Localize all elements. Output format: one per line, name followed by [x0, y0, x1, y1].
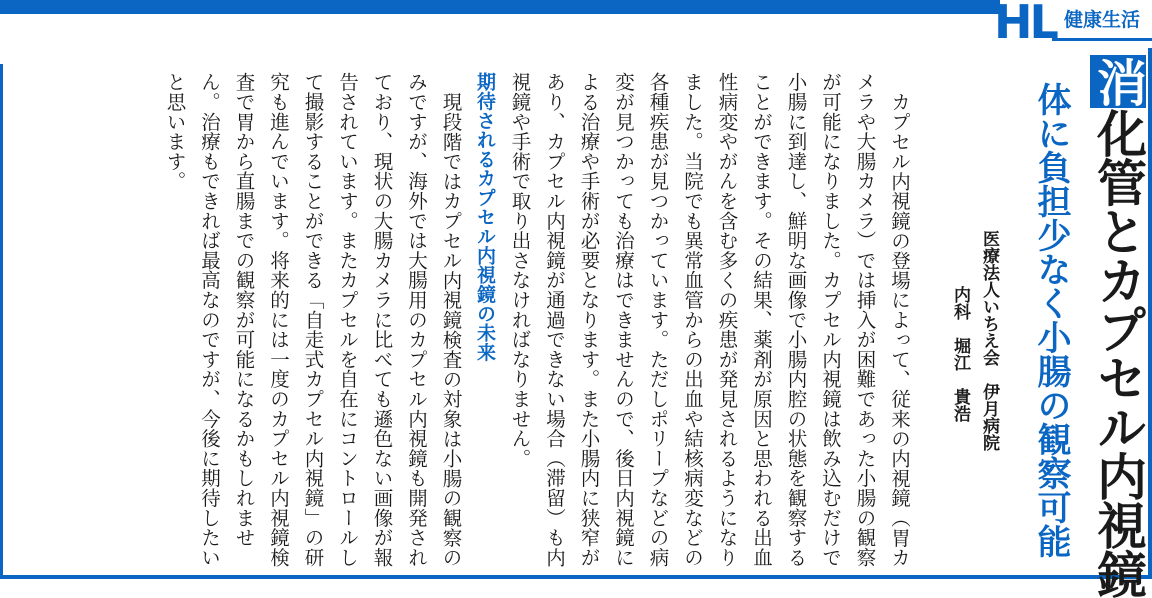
section-label: 健康生活 [1052, 2, 1152, 41]
bottom-border [0, 575, 1152, 579]
left-border [0, 64, 3, 579]
author-organization: 医療法人いちえ会 伊月病院 [979, 230, 999, 451]
hl-logo: HL [994, 0, 1056, 49]
section-heading: 期待されるカプセル内視鏡の未来 [474, 72, 496, 362]
top-accent-bar [0, 0, 1000, 14]
article-body [36, 72, 916, 572]
body-paragraph-2: 現段階ではカプセル内視鏡検査の対象は小腸の観察のみですが、海外では大腸用のカプセル内視鏡も開発されており、現状の大腸カメラに比べても遜色ない画像が報告されています。またカプセルを自在にコントロールして撮影することができる「自走式カプセル内視鏡」の研究も進んでいます。将来的には一度のカプセル内視鏡検査で胃から直腸までの観察が可能になるかもしれません。治療もできれば最高なのですが、今後に期待したいと思います。 [163, 72, 463, 567]
right-border [1148, 48, 1152, 579]
body-paragraph-1: カプセル内視鏡の登場によって、従来の内視鏡（胃カメラや大腸カメラ）では挿入が困難であった小腸の観察が可能になりました。カプセル内視鏡は飲み込むだけで小腸に到達し、鮮明な画像で小腸内腔の状態を観察することができます。その結果、薬剤が原因と思われる出血性病変やがんを含む多くの疾患が発見されるようになりました。当院でも異常血管からの出血や結核病変などの各種疾患が見つかっています。ただしポリープなどの病変が見つかっても治療はできませんので、後日内視鏡による治療や手術が必要となります。また小腸内に狭窄があり、カプセル内視鏡が通過できない場合（滞留）も内視鏡や手術で取り出さなければなりません。 [508, 72, 911, 567]
article-title [1089, 55, 1147, 598]
article-subtitle: 体に負担少なく小腸の観察可能 [1031, 82, 1071, 558]
author-name: 内科 堀江 貴浩 [950, 286, 970, 422]
title-highlight-char: 消 [1089, 57, 1147, 106]
title-text: 化管とカプセル内視鏡 [1089, 108, 1147, 598]
